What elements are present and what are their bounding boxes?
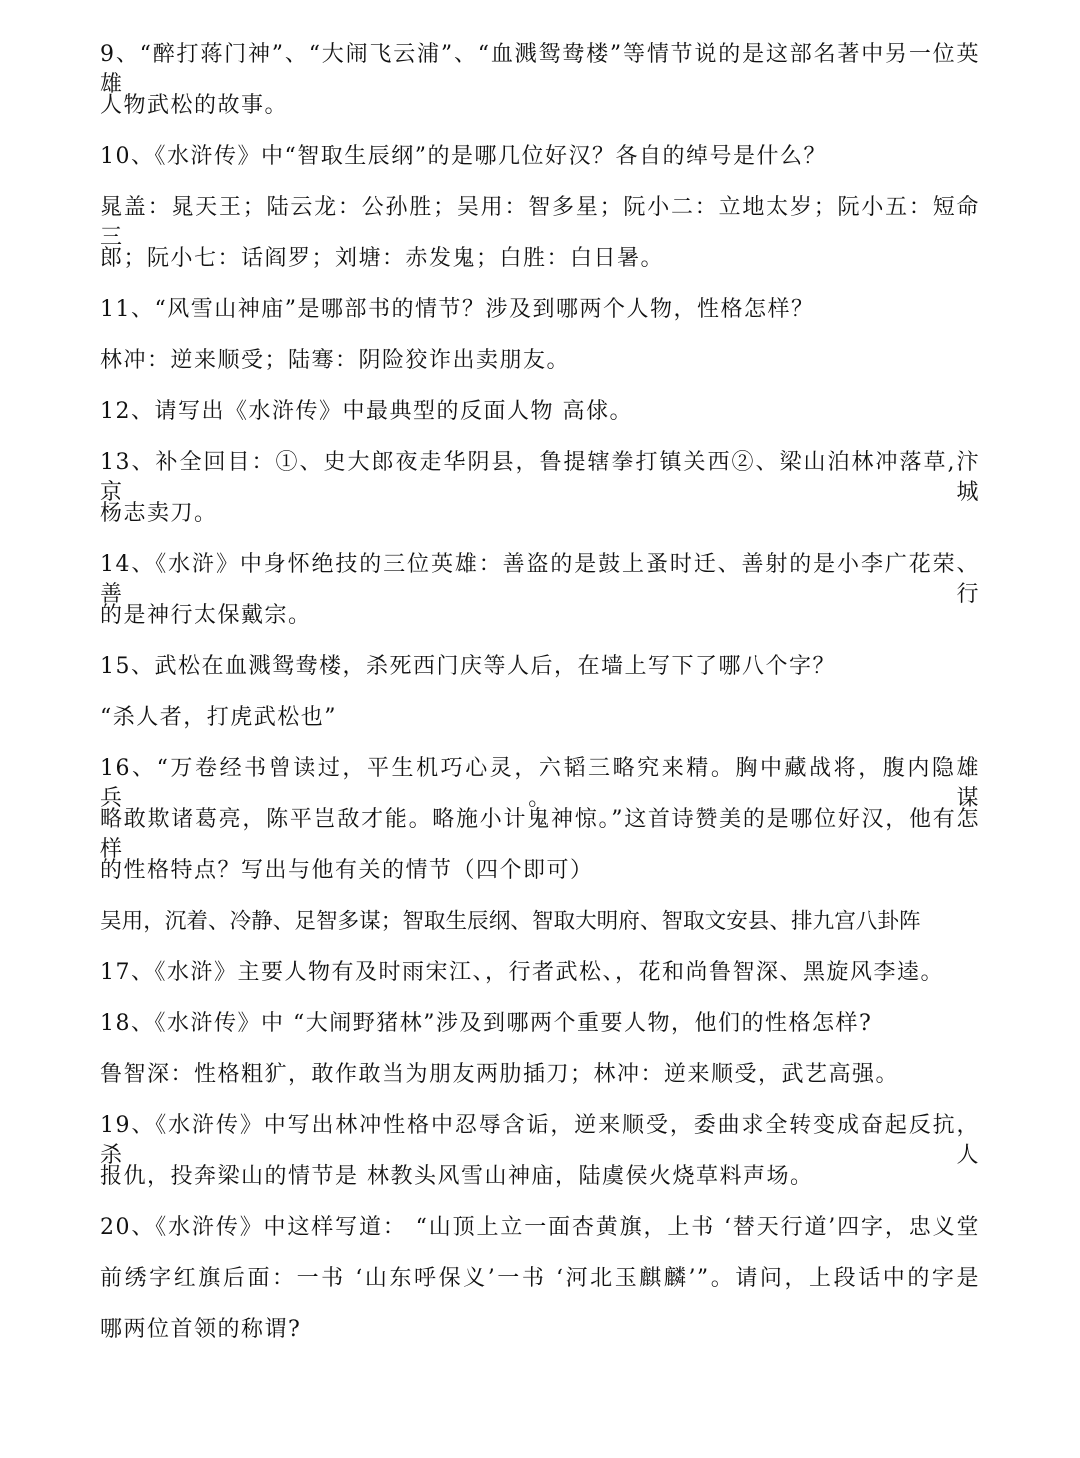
text-line-20a: 20、《水浒传》中这样写道： “山顶上立一面杏黄旗，上书 ‘替天行道’四字，忠义堂 (100, 1215, 980, 1240)
text-line-13b: 杨志卖刀。 (100, 501, 218, 526)
text-line-14b: 的是神行太保戴宗。 (100, 603, 312, 628)
text-line-16d: 吴用，沉着、冷静、足智多谋；智取生辰纲、智取大明府、智取文安县、排九宫八卦阵 (100, 909, 921, 934)
text-line-10q: 10、《水浒传》中“智取生辰纲”的是哪几位好汉？各自的绰号是什么？ (100, 144, 827, 169)
text-line-16a: 16、“万卷经书曾读过，平生机巧心灵，六韬三略究来精。胸中藏战将，腹内隐雄兵。谋 (100, 756, 980, 811)
text-line-14a: 14、《水浒》中身怀绝技的三位英雄：善盗的是鼓上蚤时迁、善射的是小李广花荣、善行 (100, 552, 980, 607)
text-line-19b: 报仇，投奔梁山的情节是 林教头风雪山神庙，陆虞侯火烧草料声场。 (100, 1164, 814, 1189)
text-line-13a: 13、补全回目：①、史大郎夜走华阴县，鲁提辖拳打镇关西②、梁山泊林冲落草,汴京城 (100, 450, 980, 505)
text-line-9a: 9、“醉打蒋门神”、“大闹飞云浦”、“血溅鸳鸯楼”等情节说的是这部名著中另一位英雄 (100, 42, 980, 97)
text-line-18a: 鲁智深：性格粗犷，敢作敢当为朋友两肋插刀；林冲：逆来顺受，武艺高强。 (100, 1062, 900, 1087)
text-line-10a2: 郎；阮小七：话阎罗；刘塘：赤发鬼；白胜：白日暑。 (100, 246, 665, 271)
text-line-16c: 的性格特点？写出与他有关的情节（四个即可） (100, 858, 594, 883)
text-line-9b: 人物武松的故事。 (100, 93, 289, 118)
text-line-20b: 前绣字红旗后面：一书 ‘山东呼保义’一书 ‘河北玉麒麟’”。请问，上段话中的字是 (100, 1266, 980, 1291)
text-line-11a: 林冲：逆来顺受；陆骞：阴险狡诈出卖朋友。 (100, 348, 571, 373)
text-line-18q: 18、《水浒传》中 “大闹野猪林”涉及到哪两个重要人物，他们的性格怎样? (100, 1011, 873, 1036)
text-line-11q: 11、“风雪山神庙”是哪部书的情节？涉及到哪两个人物，性格怎样？ (100, 297, 815, 322)
text-line-12: 12、请写出《水浒传》中最典型的反面人物 高俅。 (100, 399, 633, 424)
text-line-16b: 略敢欺诸葛亮，陈平岂敌才能。略施小计鬼神惊。”这首诗赞美的是哪位好汉，他有怎样 (100, 807, 980, 862)
text-line-15a: “杀人者，打虎武松也” (100, 705, 337, 730)
text-line-15q: 15、武松在血溅鸳鸯楼，杀死西门庆等人后，在墙上写下了哪八个字？ (100, 654, 836, 679)
text-line-20c: 哪两位首领的称谓? (100, 1317, 302, 1342)
text-line-17: 17、《水浒》主要人物有及时雨宋江、，行者武松、，花和尚鲁智深、黑旋风李逵。 (100, 960, 944, 985)
text-line-19a: 19、《水浒传》中写出林冲性格中忍辱含诟，逆来顺受，委曲求全转变成奋起反抗，杀人 (100, 1113, 980, 1168)
text-line-10a1: 晁盖：晁天王；陆云龙：公孙胜；吴用：智多星；阮小二：立地太岁；阮小五：短命三 (100, 195, 980, 250)
